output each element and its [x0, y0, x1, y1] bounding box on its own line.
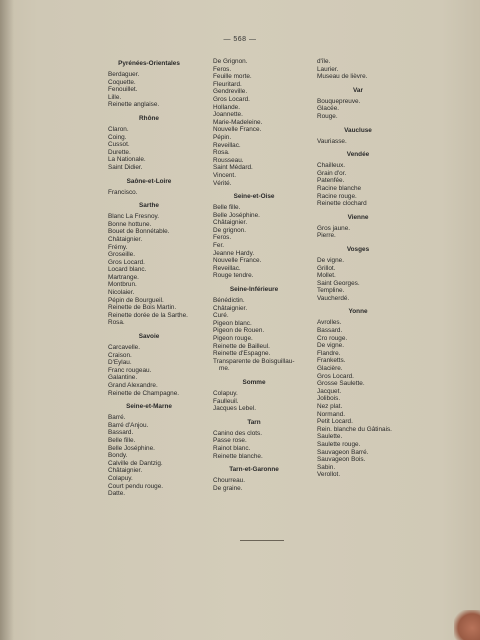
variety-entry: Reinette blanche. [213, 452, 263, 460]
page-number: — 568 — [223, 36, 257, 43]
variety-entry: Pépin. [213, 133, 232, 141]
column-1 [108, 58, 208, 504]
region-title: Vienne [347, 213, 369, 221]
region-section [213, 193, 313, 280]
variety-entry: Belle fille. [213, 204, 241, 212]
region-title: Seine-et-Oise [233, 193, 275, 201]
region-section [213, 379, 313, 413]
variety-entry: Grillot. [317, 264, 336, 272]
variety-entry: Belle Joséphine. [213, 211, 260, 219]
region-title: Tarn-et-Garonne [229, 466, 279, 474]
variety-entry: Locard blanc. [108, 266, 147, 274]
variety-entry: Jolibois. [317, 395, 341, 403]
variety-entry: Rein. blanche du Gâtinais. [317, 425, 392, 433]
column-3 [317, 58, 417, 485]
region-title: Seine-et-Marne [126, 403, 172, 411]
variety-entry: Martrange. [108, 273, 139, 281]
variety-entry: Fenouillet. [108, 86, 138, 94]
variety-entry: Avrolles. [317, 319, 342, 327]
variety-entry: Pigeon rouge. [213, 335, 253, 342]
variety-entry: Calville de Dantzig. [108, 459, 163, 467]
variety-entry: Bondy. [108, 452, 128, 460]
region-section [317, 246, 417, 303]
region-section [317, 214, 417, 240]
variety-entry: Canino des clots. [213, 429, 263, 437]
variety-entry: Saint Georges. [317, 279, 360, 287]
footer-rule [240, 540, 284, 541]
variety-entry: Lille. [108, 93, 122, 101]
variety-entry: Durette. [108, 148, 131, 156]
variety-entry: Vérité. [213, 179, 232, 187]
variety-entry: Jeanne Hardy. [213, 249, 255, 257]
variety-entry: Racine blanche [317, 184, 362, 192]
variety-entry: Passe rose. [213, 437, 247, 445]
variety-entry: Rouge tendre. [213, 272, 254, 280]
variety-entry: De graine. [213, 484, 243, 492]
column-2 [213, 58, 313, 498]
region-section [213, 286, 313, 373]
variety-entry: Reveillac. [213, 264, 241, 272]
variety-entry: Vauriasse. [317, 137, 347, 145]
variety-entry: Chailleux. [317, 162, 346, 170]
variety-entry: Reinette anglaise. [108, 101, 160, 109]
binding-shadow [0, 0, 14, 640]
variety-entry: Cussot. [108, 141, 130, 149]
region-section [108, 403, 208, 498]
variety-entry: Reinette de Champagne. [108, 389, 180, 397]
variety-entry: Pigeon de Rouen. [213, 327, 265, 335]
variety-entry: Reinette d'Espagne. [213, 350, 271, 358]
variety-entry: Saulette rouge. [317, 440, 361, 448]
variety-entry: Belle Joséphine. [108, 444, 155, 452]
variety-entry: Curé. [213, 312, 229, 320]
region-section [108, 60, 208, 109]
variety-entry: Petit Locard. [317, 418, 353, 426]
region-section [213, 466, 313, 492]
region-section [108, 202, 208, 327]
variety-entry: Franc rougeau. [108, 366, 152, 374]
variety-entry: De Grignon. [213, 58, 248, 65]
variety-entry: Hollande. [213, 103, 241, 111]
region-section [108, 115, 208, 172]
variety-entry: De vigne. [317, 342, 344, 350]
variety-entry: Nouvelle France. [213, 257, 262, 265]
region-title: Vendée [346, 151, 370, 159]
variety-entry: De vigne. [317, 256, 344, 264]
variety-entry: Montbrun. [108, 281, 137, 289]
variety-entry: Rosa. [213, 149, 230, 157]
variety-entry: Reinette de Bailleul. [213, 342, 270, 350]
variety-entry: Bouet de Bonnétable. [108, 228, 170, 236]
variety-entry: Pépin de Bourgueil. [108, 296, 164, 304]
variety-entry: Craison. [108, 351, 132, 359]
variety-entry: Reinette clochard [317, 200, 367, 208]
variety-entry: Gros jaune. [317, 224, 351, 232]
region-section [317, 87, 417, 121]
variety-entry: Grain d'or. [317, 169, 347, 177]
variety-entry: Racine rouge. [317, 192, 357, 200]
variety-entry: Colapuy. [108, 474, 133, 482]
variety-entry: Rousseau. [213, 156, 244, 164]
variety-entry: Faulleuil. [213, 397, 239, 405]
variety-entry: Gendreville. [213, 88, 248, 96]
variety-entry: Châtaignier. [213, 219, 248, 227]
variety-entry: Coquette. [108, 78, 136, 86]
variety-entry: Normand. [317, 410, 346, 418]
variety-entry: Flandre. [317, 349, 341, 357]
variety-entry: Transparente de Boisguillau- [213, 357, 295, 365]
variety-entry: Franketts. [317, 357, 346, 365]
variety-entry: De grignon. [213, 226, 247, 234]
variety-entry: Coing. [108, 133, 127, 141]
variety-entry: Feros. [213, 65, 232, 73]
region-title: Saône-et-Loire [126, 177, 172, 185]
variety-entry: Jacques Lebel. [213, 405, 256, 413]
variety-entry: Pierre. [317, 232, 336, 240]
variety-entry: Datte. [108, 490, 126, 498]
variety-entry: Nicolaier. [108, 289, 135, 297]
region-section [213, 419, 313, 460]
region-title: Rhône [139, 114, 159, 122]
region-title: Vaucluse [344, 126, 372, 134]
variety-entry: Bénédictin. [213, 297, 245, 305]
region-title: Seine-Inférieure [229, 286, 279, 294]
variety-entry: d'île. [317, 58, 331, 65]
variety-entry: Bassard. [317, 327, 343, 335]
variety-entry: Berdaguer. [108, 71, 140, 78]
variety-entry: D'Eylau. [108, 359, 132, 367]
variety-entry: Belle fille. [108, 436, 136, 444]
variety-entry: me. [219, 365, 230, 373]
variety-entry: Saint Médard. [213, 164, 253, 172]
variety-entry: Chourreau. [213, 477, 245, 485]
variety-entry: Sabin. [317, 463, 336, 471]
variety-entry: Blanc La Fresnoy. [108, 213, 160, 221]
variety-entry: Reinette de Bois Martin. [108, 304, 177, 312]
variety-entry: Vaucherdé. [317, 294, 350, 302]
variety-entry: Sauvageon Barré. [317, 448, 369, 456]
variety-entry: Grand Alexandre. [108, 382, 158, 389]
variety-entry: Pigeon blanc. [213, 319, 252, 327]
variety-entry: Galantine. [108, 374, 138, 382]
variety-entry: Groseille. [108, 251, 135, 259]
variety-entry: Jacquet. [317, 387, 342, 395]
variety-entry: Fer. [213, 242, 225, 250]
variety-entry: Gros Locard. [317, 372, 354, 380]
variety-entry: Colapuy. [213, 389, 238, 397]
variety-entry: Glacée. [317, 105, 340, 113]
variety-entry: Cro rouge. [317, 334, 348, 342]
region-section [213, 58, 313, 187]
variety-entry: Nez plat. [317, 403, 343, 410]
variety-entry: Feuille morte. [213, 73, 252, 81]
variety-entry: Reinette dorée de la Sarthe. [108, 311, 188, 319]
region-title: Somme [242, 378, 266, 386]
variety-entry: Gros Locard. [213, 95, 250, 103]
variety-entry: Bassard. [108, 429, 134, 437]
variety-entry: Mollet. [317, 272, 336, 280]
region-title: Tarn [247, 418, 261, 426]
region-title: Savoie [138, 333, 160, 341]
region-title: Sarthe [139, 202, 159, 210]
region-title: Yonne [348, 308, 368, 316]
variety-entry: Châtaignier. [108, 467, 143, 475]
variety-entry: Reveillac. [213, 141, 241, 149]
variety-entry: Bonne hottune. [108, 220, 152, 228]
variety-entry: Barré. [108, 414, 126, 422]
variety-entry: Rosa. [108, 319, 125, 327]
variety-entry: Grosse Saulette. [317, 380, 365, 388]
region-title: Vosges [346, 245, 370, 253]
variety-entry: Barré d'Anjou. [108, 421, 149, 429]
region-section [108, 333, 208, 397]
variety-entry: La Nationale. [108, 156, 146, 164]
variety-entry: Gros Locard. [108, 258, 145, 266]
thumb-mark [454, 610, 480, 640]
variety-entry: Saulette. [317, 433, 343, 441]
variety-entry: Bouquepreuve. [317, 97, 361, 105]
variety-entry: Sauvageon Bois. [317, 456, 366, 464]
region-title: Var [353, 86, 363, 94]
region-section [317, 127, 417, 146]
variety-entry: Nouvelle France. [213, 126, 262, 134]
region-section [317, 151, 417, 208]
region-section [317, 308, 417, 478]
variety-entry: Vincent. [213, 171, 236, 179]
variety-entry: Carcavelle. [108, 344, 140, 352]
variety-entry: Francisco. [108, 188, 138, 196]
variety-entry: Claron. [108, 125, 129, 133]
variety-entry: Joannette. [213, 111, 243, 119]
variety-entry: Templine. [317, 287, 345, 295]
variety-entry: Verollot. [317, 471, 341, 479]
region-section [108, 178, 208, 197]
variety-entry: Châtaignier. [213, 304, 248, 312]
variety-entry: Fleuritard. [213, 80, 242, 88]
region-section [317, 58, 417, 81]
variety-entry: Rouge. [317, 112, 338, 120]
variety-entry: Glacière. [317, 365, 343, 373]
variety-entry: Marie-Madeleine. [213, 118, 263, 126]
variety-entry: Feros. [213, 234, 232, 242]
variety-entry: Frémy. [108, 243, 128, 251]
variety-entry: Patenfée. [317, 177, 345, 185]
variety-entry: Saint Didier. [108, 163, 143, 171]
variety-entry: Court pendu rouge. [108, 482, 164, 490]
variety-entry: Laurier. [317, 65, 339, 73]
variety-entry: Châtaignier. [108, 235, 143, 243]
variety-entry: Rainot blanc. [213, 444, 251, 452]
region-title: Pyrénées-Orientales [118, 60, 180, 67]
variety-entry: Museau de lièvre. [317, 73, 368, 81]
